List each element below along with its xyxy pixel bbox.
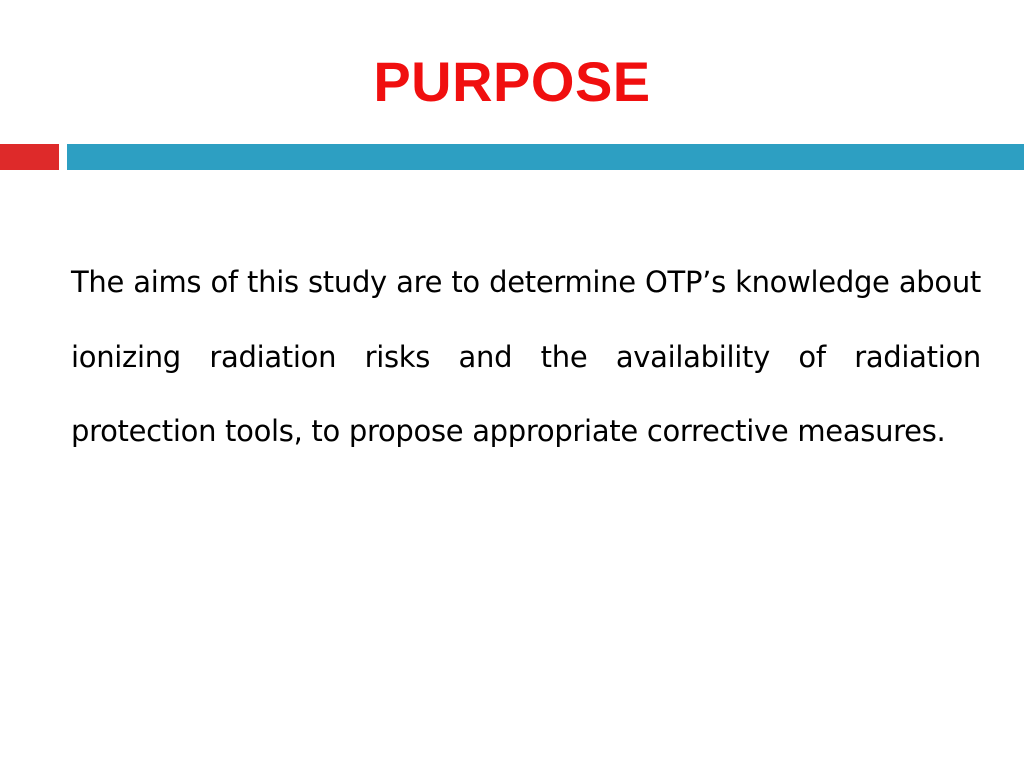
slide-title: PURPOSE	[373, 50, 651, 113]
slide-body-paragraph: The aims of this study are to determine OTP’s knowledge about ionizing radiation risks and the availability of radiation protection tools, to propose appropriate corrective measures.	[71, 265, 981, 448]
title-divider-bar	[0, 144, 1024, 170]
divider-blue-segment	[67, 144, 1024, 170]
divider-red-segment	[0, 144, 59, 170]
